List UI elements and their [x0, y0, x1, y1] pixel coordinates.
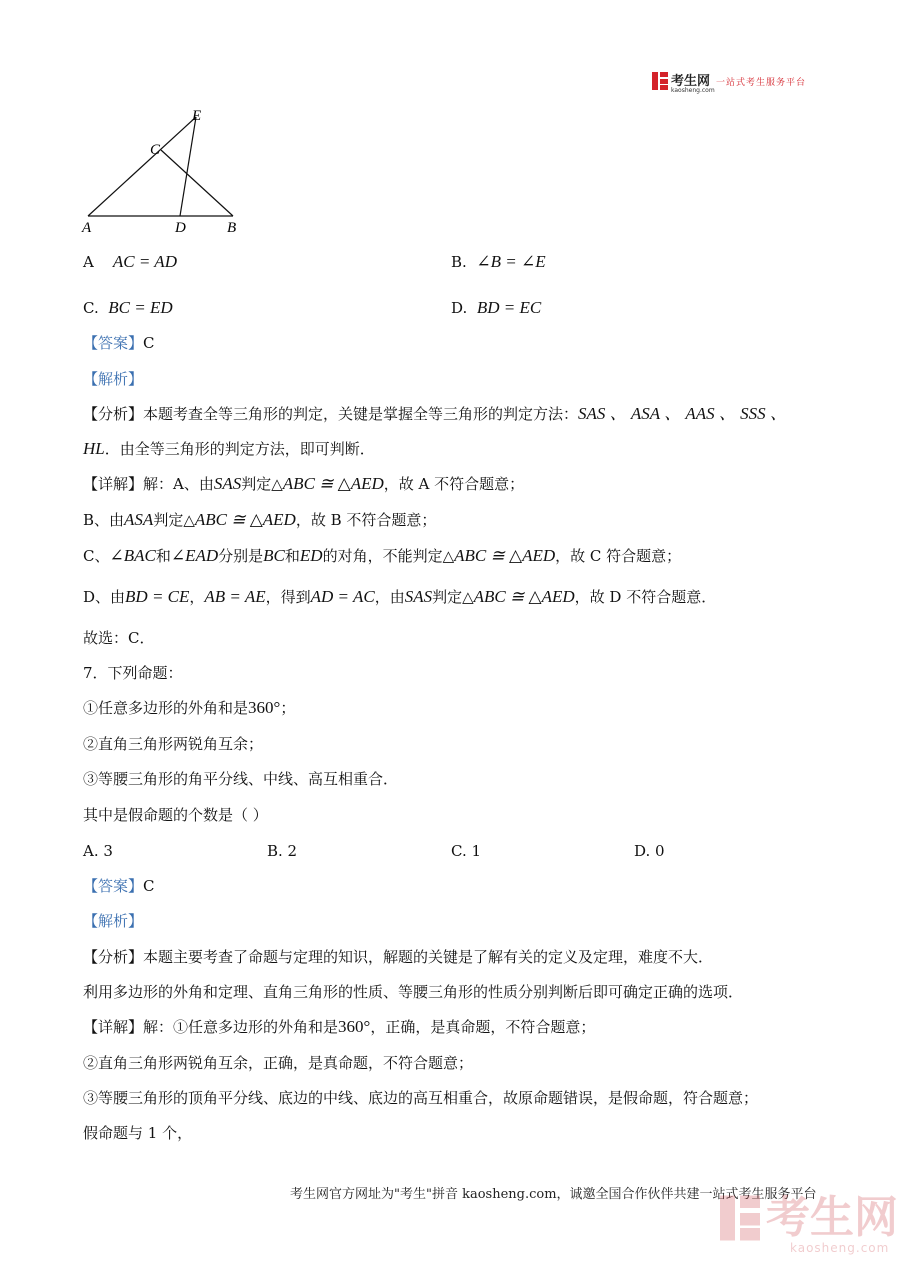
- q7-xiangjie-1: 【详解】解：①任意多边形的外角和是360°，正确，是真命题，不符合题意；: [83, 1017, 596, 1036]
- q6-answer: 【答案】C: [83, 334, 155, 352]
- q7-analysis-heading: 【解析】: [83, 912, 144, 930]
- triangle-figure: [78, 104, 248, 239]
- q6-option-d: D. BD = EC: [451, 298, 542, 317]
- watermark: [720, 1192, 898, 1255]
- header-brand: 考生网: [671, 73, 711, 89]
- q6-fenxi-line2: HL．由全等三角形的判定方法，即可判断．: [83, 439, 375, 458]
- q6-option-a: A AC = AD: [83, 252, 177, 271]
- q6-fenxi-line1: 【分析】本题考查全等三角形的判定，关键是掌握全等三角形的判定方法：SAS 、 ASA 、 AAS 、 SSS 、: [83, 404, 787, 423]
- q7-option-d: D. 0: [634, 842, 665, 860]
- q7-xiangjie-2: ②直角三角形两锐角互余，正确，是真命题，不符合题意；: [83, 1054, 474, 1072]
- q6-analysis-heading: 【解析】: [83, 370, 144, 388]
- header-slogan: 一站式考生服务平台: [716, 77, 807, 88]
- q7-option-a: A. 3: [83, 842, 113, 860]
- q6-xiangjie-b: B、由ASA判定△ABC ≅ △AED，故 B 不符合题意；: [83, 510, 437, 529]
- label-b: B: [227, 220, 237, 236]
- header-domain: kaosheng.com: [671, 87, 715, 94]
- watermark-brand: 考生网: [766, 1192, 898, 1243]
- q7-fenxi-line2: 利用多边形的外角和定理、直角三角形的性质、等腰三角形的性质分别判断后即可确定正确的选项．: [83, 983, 744, 1001]
- q7-xiangjie-4: 假命题与 1 个，: [83, 1124, 193, 1142]
- q7-proposition-1: ①任意多边形的外角和是360°；: [83, 698, 296, 717]
- q7-option-c: C. 1: [451, 842, 482, 860]
- q6-xiangjie-c: C、∠BAC和∠EAD分别是BC和ED的对角，不能判定△ABC ≅ △AED，故 C 符合题意；: [83, 546, 682, 565]
- q6-option-c: C. BC = ED: [83, 298, 173, 317]
- label-c: C: [150, 142, 161, 158]
- label-a: A: [82, 220, 92, 236]
- kaosheng-logo-icon: [652, 72, 668, 90]
- q7-xiangjie-3: ③等腰三角形的顶角平分线、底边的中线、底边的高互相重合，故原命题错误，是假命题，符合题意；: [83, 1089, 759, 1107]
- q7-option-b: B. 2: [267, 842, 298, 860]
- q7-proposition-2: ②直角三角形两锐角互余；: [83, 735, 264, 753]
- label-e: E: [192, 108, 202, 124]
- q7-answer: 【答案】C: [83, 877, 155, 895]
- header-logo: [652, 72, 807, 94]
- q7-proposition-3: ③等腰三角形的角平分线、中线、高互相重合．: [83, 770, 399, 788]
- q6-xiangjie-a: 【详解】解：A、由SAS判定△ABC ≅ △AED，故 A 不符合题意；: [83, 474, 525, 493]
- q7-fenxi-line1: 【分析】本题主要考查了命题与定理的知识，解题的关键是了解有关的定义及定理，难度不大．: [83, 948, 714, 966]
- q6-xiangjie-d: D、由BD = CE，AB = AE，得到AD = AC，由SAS判定△ABC ≅ △AED，故 D 不符合题意．: [83, 587, 717, 606]
- q6-option-b: B. ∠B = ∠E: [451, 252, 546, 271]
- label-d: D: [175, 220, 186, 236]
- q7-stem: 7．下列命题：: [83, 664, 183, 682]
- q7-question: 其中是假命题的个数是（ ）: [83, 806, 268, 824]
- q6-choose: 故选：C．: [83, 629, 155, 647]
- footer-text: 考生网官方网址为"考生"拼音 kaosheng.com，诚邀全国合作伙伴共建一站式考生服务平台: [290, 1187, 817, 1202]
- segment-cb: [161, 150, 233, 216]
- watermark-logo-icon: [720, 1195, 760, 1241]
- watermark-domain: kaosheng.com: [790, 1241, 890, 1255]
- segment-ed: [180, 117, 196, 216]
